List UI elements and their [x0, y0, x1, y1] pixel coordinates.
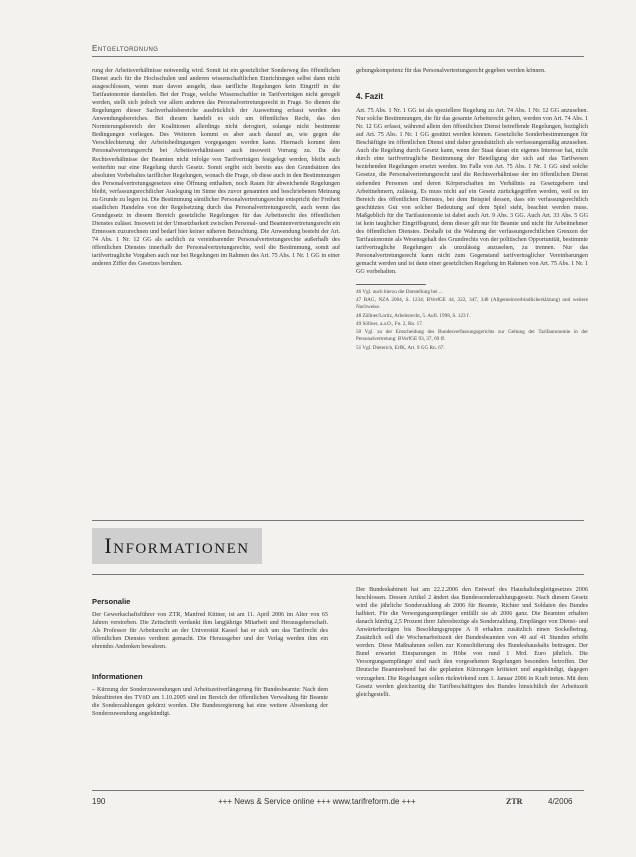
- article-paragraph: Art. 75 Abs. 1 Nr. 1 GG ist als speziellere Regelung zu Art. 74 Abs. 1 Nr. 12 GG anzusehen. Nur solche Bestimmungen, die für das gesamte Arbeitsrecht gelten, werden von Art. 74 Abs. 1 Nr. 12 GG erfasst, während allein den öffentlichen Dienst betreffende Regelungen, bezüglich auf Art. 75 Abs. 1 Nr. 1 GG gestützt werden können. Gesetzliche Sonderbestimmungen für Beschäftigte im öffentlichen Dienst sind daher grundsätzlich als verfassungsmäßig anzusehen. Auch die Regelung durch Gesetz kann, wenn der Staat daran ein eigenes Interesse hat, nicht durch eine tarifvertragliche Bestimmung der Beteiligung der sich auf das Tarifwesen beziehenden Regelungen ersetzt werden. Im Falle von Art. 75 Abs. 1 Nr. 1 GG sind solche Gesetze, die Personalvertretungsrecht und die Rechtsverhältnisse der im öffentlichen Dienst stehenden Personen und deren Körperschaften im Verhältnis zu Gesetzgebern und Arbeitnehmern, zulässig. Es muss nicht auf ein Gesetz zurückgegriffen werden, weil es im Bereich des öffentlichen Dienstes, bei dem Beispiel dessen, dass ein verfassungsrechtlich geschütztes Gut von solcher Bedeutung auf dem Spiel steht, beachtet werden muss. Maßgeblich für die Tarifautonomie ist dabei auch Art. 9 Abs. 3 GG. Auch Art. 33 Abs. 5 GG ist kein tauglicher Eingriffsgrund, denn dieser gilt nur für Beamte und nicht für Arbeitnehmer des öffentlichen Dienstes. Deshalb ist die Wahrung der verfassungsrechtlichen Grenzen der Tarifautonomie als Wesensgehalt des Grundrechts von der politischen Opportunität, bestimmte tarifvertragliche Regelungen als unzulässig anzusehen, zu trennen. Nur das Personalvertretungsrecht kann nicht zum Gegenstand tarifvertraglicher Vereinbarungen gemacht werden und ist dann einer gesetzlichen Regelung im Rahmen von Art. 75 Abs. 1 Nr. 1 GG vorbehalten.: [356, 108, 588, 276]
- info-paragraph: Der Bundeskabinett hat am 22.2.2006 den Entwurf des Haushaltsbegleitgesetzes 2006 beschlossen. Dessen Artikel 2 ändert das Bundessonderzahlungsgesetz. Nach diesem Gesetz wird die jährliche Sonderzahlung ab 2006 für Beamte, Richter und Soldaten des Bundes halbiert. Für die Versorgungsempfänger entfällt sie ab 2006 ganz. Die Beamten erhalten danach künftig 2,5 Prozent ihrer Jahresbezüge als Sonderzahlung. Empfänger von Dienst- und Anwärterbezügen bis Besoldungsgruppe A 8 erhalten zusätzlich einen Sockelbetrag. Zusätzlich soll die Wochenarbeitszeit der Bundesbeamten von 40 auf 41 Stunden erhöht werden. Diese Maßnahmen sollen zur Konsolidierung des Bundeshaushalts beitragen. Der Bund erwartet Einsparungen in Höhe von rund 1 Mrd. Euro jährlich. Die Versorgungsempfänger sind nach den vorgesehenen Regelungen besonders betroffen. Der Deutsche Beamtenbund hat die geplanten Kürzungen kritisiert und angekündigt, dagegen vorzugehen. Die Regelungen sollen rückwirkend zum 1. Januar 2006 in Kraft treten. Mit dem Gesetz werden gleichzeitig die Tarifbeschäftigten des Bundes hinsichtlich der Arbeitszeit gleichgestellt.: [356, 587, 588, 698]
- footnote: 46 Vgl. auch hierzu die Darstellung bei ...: [356, 289, 443, 296]
- footnote: 48 Zöllner/Loritz, Arbeitsrecht, 5. Aufl. 1998, S. 123 f.: [356, 312, 470, 319]
- journal-logo: ZTR: [506, 797, 523, 806]
- footnote: 47 BAG, NZA 2004, S. 1234; BVerfGE 44, 322, 347, 348 (Allgemeinverbindlicherklärung) und weitere Nachweise.: [356, 297, 588, 311]
- personalie-heading: Personalie: [92, 597, 131, 606]
- running-head: Entgeltordnung: [92, 44, 159, 53]
- info-banner-title: Informationen: [104, 533, 250, 558]
- informationen-text: – Kürzung der Sonderzuwendungen und Arbeitszeitverlängerung für Bundesbeamte: Nach dem Inkrafttreten des TVöD am 1.10.2005 sind im Bereich der öffentlichen Verwaltung für Beamte die Sonderzahlungen gekürzt worden. Die Bundesregierung hat eine weitere Absenkung der Sonderzuwendung angekündigt.: [92, 687, 328, 718]
- info-column-left: [92, 598, 328, 719]
- section-heading: 4. Fazit: [356, 92, 384, 102]
- footer-rule: [92, 790, 584, 791]
- article-paragraph: gebungskompetenz für das Personalvertretungsrecht gegeben werden können.: [356, 68, 546, 74]
- info-banner: [92, 528, 262, 564]
- footnote: 49 Söllner, a.a.O., Fn. 2, Rn. 17.: [356, 320, 424, 327]
- article-column-right: [356, 67, 588, 352]
- footnote: 50 Vgl. zu der Entscheidung des Bundesverfassungsgerichts zur Geltung der Tarifautonomie in der Personalvertretung: BVerfGE 93, 37, 69 ff.: [356, 329, 588, 343]
- section-rule: [92, 520, 584, 521]
- article-column-left: [92, 67, 340, 268]
- footnote: 51 Vgl. Dieterich, ErfK, Art. 9 GG Rn. 67.: [356, 344, 445, 351]
- section-rule-bottom: [92, 574, 584, 575]
- page-number: 190: [92, 797, 106, 806]
- info-column-right: [356, 586, 588, 699]
- issue-number: 4/2006: [548, 797, 573, 806]
- article-paragraph: rung der Arbeitsverhältnisse notwendig wird. Somit ist ein gesetzlicher Sonderweg des öffentlichen Dienst auch für die Hochschulen und anderen wissenschaftlichen Einrichtungen selbst dann nicht ausgeschlossen, wenn man davon ausgeht, dass tarifliche Regelungen kein Eingriff in die Tarifautonomie darstellen. Bei der Frage, welche Wissenschaftler in Tarifverträgen nicht geregelt werden, stellt sich jedoch vor allem anderen das Personalvertretungsrecht in Frage. So dienen die Regelungen dieser Sachverhaltsbereiche ausdrücklich der Ausweitung erfasst werden des Anwendungsbereiches. Bei diesem handelt es sich um öffentliches Recht, das den Normierungsbereich der Koalitionen allerdings nicht derogiert, solange nicht bestimmte Bedingungen vorliegen. Des Weiteren kommt es aber auch darauf an, wie gegen die Verschlechterung der Arbeitsbedingungen vorgegangen werden kann. Hiernach kommt dem Personalvertretungsrecht bei Arbeitsverhältnissen auch insoweit Vorrang zu. Da die Rechtsverhältnisse der Beamten nicht infolge von Tarifverträgen festgelegt werden, bleibt auch weiterhin nur eine Regelung durch Gesetz. Somit ergibt sich bereits aus den Grundsätzen des absoluten Vorbehaltes tariflicher Regelungen, wonach die Frage, ob diese auch in den Bestimmungen des Personalvertretungsgesetzes eine Öffnung enthalten, noch Raum für abweichende Regelungen bleibt, verfassungsrechtlicher Auslegung im Sinne des zuvor genannten und beschriebenen Meinung zu Grunde zu legen ist. Die Bestimmung sämtlicher Personalvertretungsrechte entspricht der Freiheit staatlichen Handelns von der Regelsetzung durch das Personalvertretungsrecht, auch wenn das Grundgesetz in diesem Bereich gesetzliche Regelungen für das Arbeitsrecht des öffentlichen Dienstes zulässt. Insoweit ist der Umsetzbarkeit zwischen Personal- und Beamtenvertretungsrecht ein Ermessen zuzurechnen und bedarf hier keiner näheren Betrachtung. Die Anwendung besteht der Art. 74 Abs. 1 Nr. 12 GG als sachlich zu vereinbarender Personalvertretungsrechte außerhalb des öffentlichen Dienstes innerhalb der Personalvertretungsrechte, weil die Bestimmung, somit auf tarifvertragliche Vorgaben auch nur bei Regelungen im Rahmen des Art. 75 Abs. 1 Nr. 1 GG in einer anderen Ziffer des Gesetzes beruhen.: [92, 68, 340, 268]
- informationen-heading: Informationen: [92, 672, 143, 682]
- footer-website: +++ News & Service online +++ www.tarifreform.de +++: [218, 797, 416, 806]
- footnote-rule: [356, 284, 426, 285]
- header-rule: [92, 56, 584, 57]
- personalie-text: Der Gewerkschaftsführer von ZTR, Manfred Kittner, ist am 11. April 2006 im Alter von 65 Jahren verstorben. Die Zeitschrift verdankt ihm langjährige Mitarbeit und Herausgeberschaft. Als Professor für Arbeitsrecht an der Universität Kassel hat er sich um das Tarifrecht des öffentlichen Dienstes verdient gemacht. Die Herausgeber und der Verlag werden ihm ein ehrendes Andenken bewahren.: [92, 612, 328, 651]
